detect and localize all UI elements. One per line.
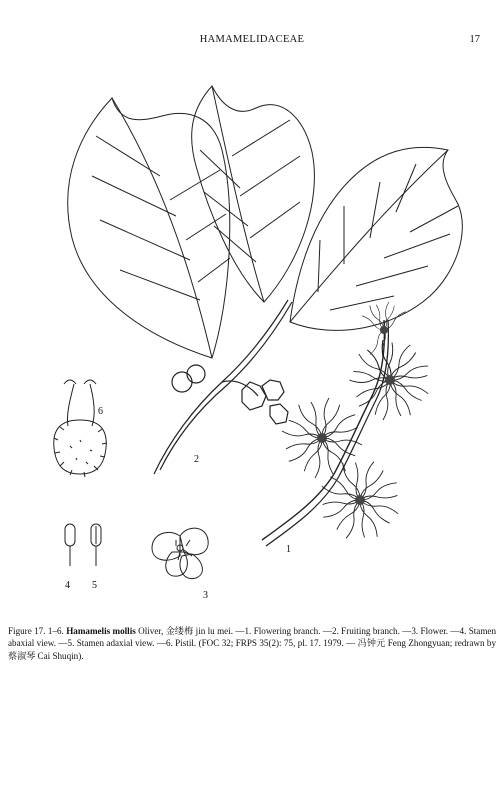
flower-figure <box>152 528 208 579</box>
stamen-abaxial-figure <box>65 524 75 566</box>
caption-range: 1–6. <box>47 626 64 636</box>
label-pistil: 6 <box>98 406 103 417</box>
flower-cluster-top <box>360 302 406 359</box>
leaf-right <box>290 147 462 330</box>
label-stamen-adaxial: 5 <box>92 580 97 591</box>
label-fruiting-branch: 2 <box>194 454 199 465</box>
pistil-figure <box>54 380 107 477</box>
stamen-adaxial-figure <box>91 524 101 566</box>
leaf-center <box>192 86 315 302</box>
flowering-branch <box>262 302 431 546</box>
figure-caption <box>8 625 496 662</box>
leaf-left <box>68 98 230 358</box>
caption-species-name: Hamamelis mollis <box>66 626 136 636</box>
family-name-header: HAMAMELIDACEAE <box>199 34 305 45</box>
label-stamen-abaxial: 4 <box>65 580 70 591</box>
label-flower: 3 <box>203 590 208 601</box>
label-flowering-branch: 1 <box>286 544 291 555</box>
flower-cluster-upper <box>349 339 431 420</box>
fruiting-branch <box>154 300 292 474</box>
flower-cluster-middle <box>282 398 362 478</box>
caption-figure-number: Figure 17. <box>8 626 46 636</box>
caption-body: Oliver, 金缕梅 jin lu mei. —1. Flowering branch. —2. Fruiting branch. —3. Flower. —4. Stamen abaxial view. —5. Stamen adaxial view. —6. Pistil. (FOC 32; FRPS 35(2): 75, pl. 17. 1979. — 冯钟元 Feng Zhongyuan; redrawn by 蔡淑琴 Cai Shuqin). <box>8 626 497 661</box>
page-number: 17 <box>469 34 480 45</box>
